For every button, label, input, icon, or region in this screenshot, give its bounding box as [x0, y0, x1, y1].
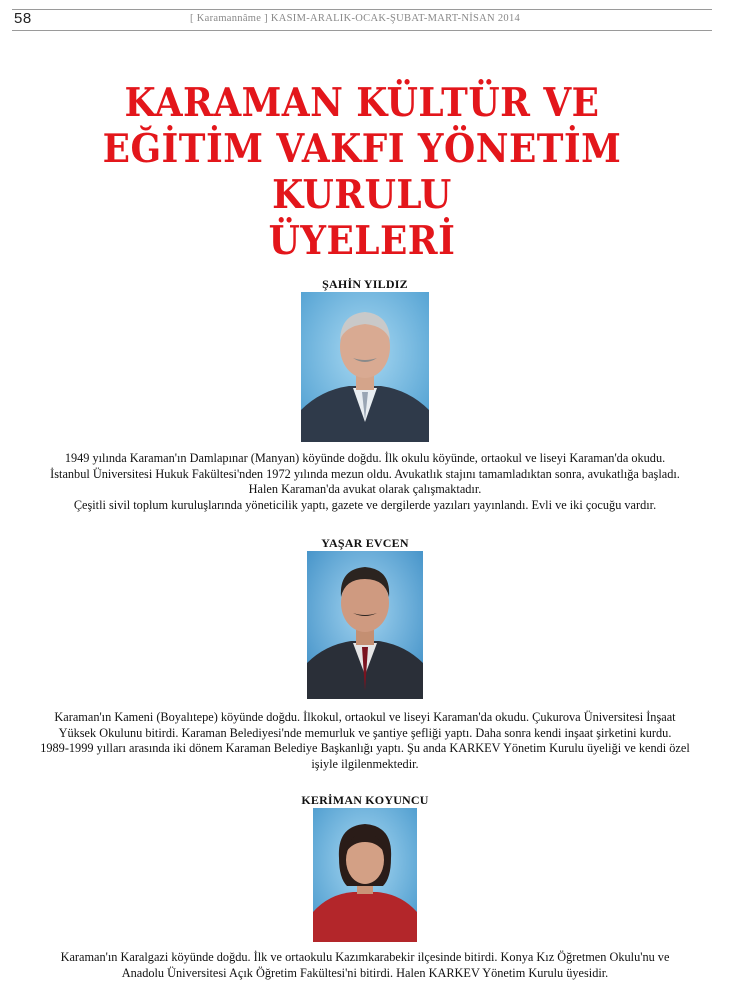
bio-line: Karaman'ın Karalgazi köyünde doğdu. İlk ve ortaokulu Kazımkarabekir ilçesinde bitirdi. Konya Kız Öğretmen Okulu'nu ve	[60, 950, 670, 964]
portrait-man-1-icon	[301, 292, 429, 442]
header-bottom-rule	[12, 30, 712, 31]
portrait-man-2-icon	[307, 551, 423, 699]
member-photo-sahin-yildiz	[301, 292, 429, 442]
bio-line: Çeşitli sivil toplum kuruluşlarında yöneticilik yaptı, gazete ve dergilerde yazıları yayınlandı. Evli ve iki çocuğu vardır.	[73, 497, 657, 512]
bio-line: Anadolu Üniversitesi Açık Öğretim Fakültesi'ni bitirdi. Halen KARKEV Yönetim Kurulu üyesidir.	[121, 965, 609, 980]
bio-line: İstanbul Üniversitesi Hukuk Fakültesi'nden 1972 yılında mezun oldu. Avukatlık stajını tamamladıktan sonra, avukatlığa başladı.	[50, 466, 680, 481]
member-name: ŞAHİN YILDIZ	[322, 277, 408, 291]
bio-line: işiyle ilgilenmektedir.	[311, 756, 419, 771]
member-photo-yasar-evcen	[307, 551, 423, 699]
member-section-keriman-koyuncu	[0, 792, 730, 981]
page-header	[0, 0, 748, 34]
title-line-1: KARAMAN KÜLTÜR VE	[124, 80, 600, 126]
title-line-3: ÜYELERİ	[268, 218, 456, 264]
member-photo-keriman-koyuncu	[313, 808, 417, 942]
bio-line: Halen Karaman'da avukat olarak çalışmaktadır.	[248, 482, 482, 496]
member-bio	[0, 710, 730, 772]
member-section-sahin-yildiz	[0, 276, 730, 513]
member-section-yasar-evcen	[0, 535, 730, 772]
bio-line: 1989-1999 yılları arasında iki dönem Karaman Belediye Başkanlığı yaptı. Şu anda KARKEV Yönetim Kurulu üyeliği ve kendi özel	[40, 741, 690, 755]
bio-line: Karaman'ın Kameni (Boyalıtepe) köyünde doğdu. İlkokul, ortaokul ve liseyi Karaman'da okudu. Çukurova Üniversitesi İnşaat	[54, 710, 676, 724]
header-top-rule	[12, 9, 712, 10]
member-bio	[0, 451, 730, 513]
bio-line: 1949 yılında Karaman'ın Damlapınar (Manyan) köyünde doğdu. İlk okulu köyünde, ortaokul ve liseyi Karaman'da okudu.	[64, 451, 666, 465]
member-bio	[0, 950, 730, 981]
article-title	[29, 80, 695, 264]
running-head: [ Karamannâme ] KASIM-ARALIK-OCAK-ŞUBAT-MART-NİSAN 2014	[190, 13, 521, 24]
member-name: YAŞAR EVCEN	[321, 536, 409, 550]
page-number: 58	[14, 10, 32, 27]
title-line-2: EĞİTİM VAKFI YÖNETİM KURULU	[102, 126, 622, 218]
portrait-woman-icon	[313, 808, 417, 942]
bio-line: Yüksek Okulunu bitirdi. Karaman Belediyesi'nde memurluk ve şantiye şefliği yaptı. Daha sonra kendi inşaat şirketini kurdu.	[58, 725, 672, 740]
member-name: KERİMAN KOYUNCU	[301, 793, 429, 807]
